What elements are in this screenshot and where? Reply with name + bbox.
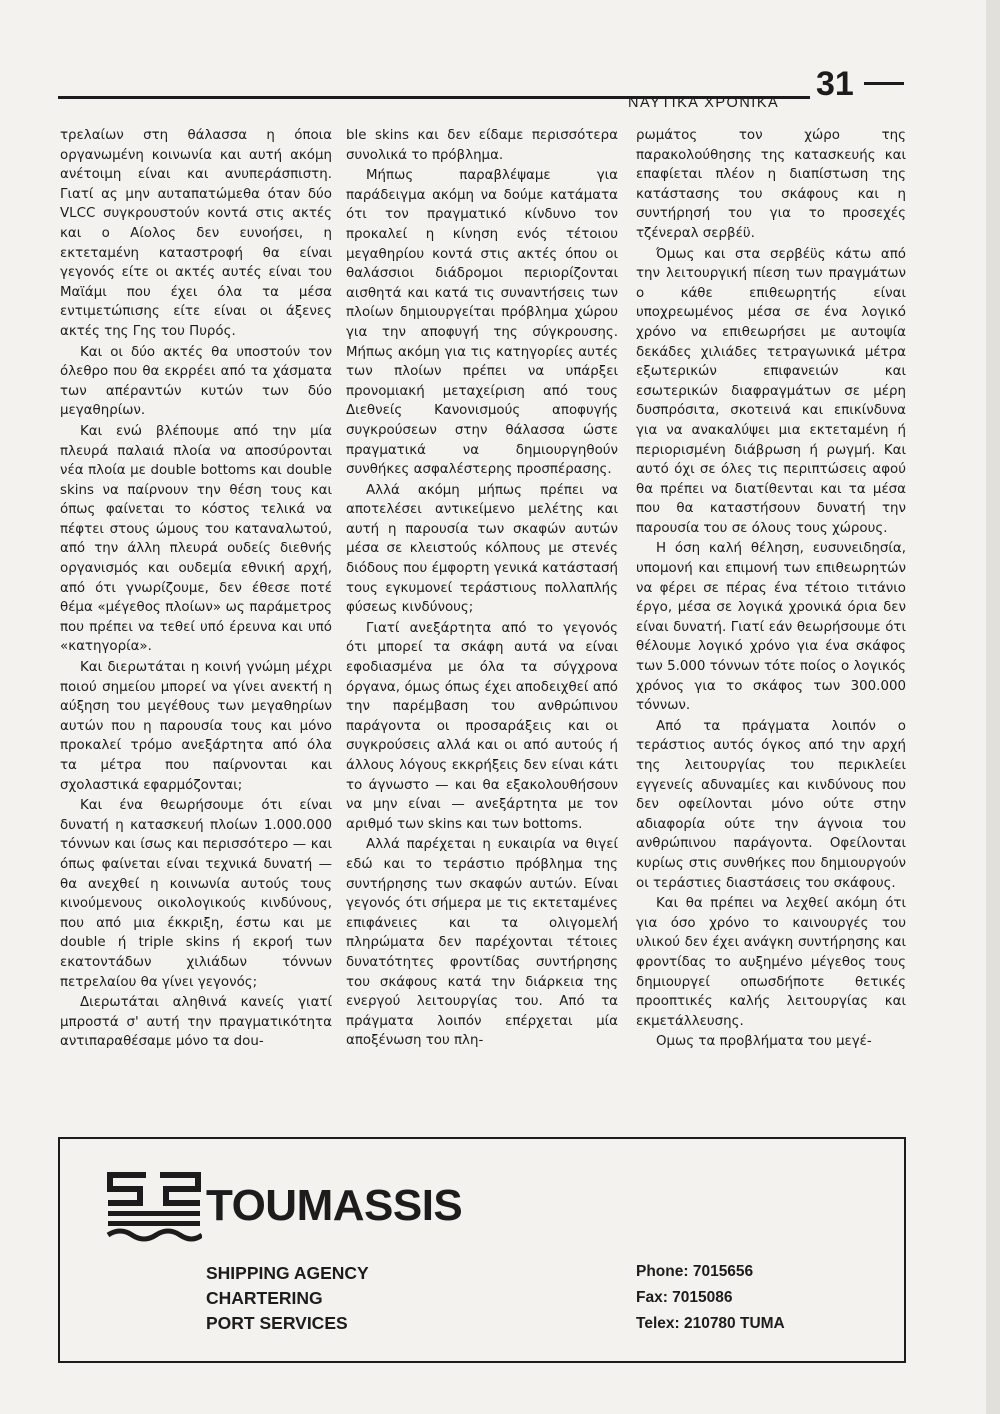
article-column-1 — [60, 126, 332, 1118]
service-item: CHARTERING — [206, 1288, 323, 1308]
service-item: PORT SERVICES — [206, 1313, 348, 1333]
header-rule-right — [864, 82, 904, 85]
paragraph: Από τα πράγματα λοιπόν ο τεράστιος αυτός όγκος από την αρχή της λειτουργίας του περικλείει εγγενείς αδυναμίες και κινδύνους που δεν οφείλονται μόνο ούτε στην αδιαφορία ούτε την άγνοια του ανθρώπινου παράγοντα. Οφείλονται κυρίως στις συνθήκες που δημιουργούν οι τεράστιες διαστάσεις του σκάφους. — [636, 718, 906, 891]
paragraph: Και οι δύο ακτές θα υποστούν τον όλεθρο που θα εκρρέει από τα χάσματα των απέραντών κυτών των δύο μεγαθηρίων. — [60, 344, 332, 419]
paragraph: Και ένα θεωρήσουμε ότι είναι δυνατή η κατασκευή πλοίων 1.000.000 τόννων και ίσως και περισσότερο — και όπως φαίνεται είναι τεχνικά δυνατή — θα ανεχθεί η κοινωνία αυτούς τους κινούμενους οικολογικούς κινδύνους, που από μια έκκριξη, έστω και με double ή triple skins ή εκροή των εκατοντάδων χιλιάδων τόννων πετρελαίου θα γίνει γεγονός; — [60, 798, 332, 990]
paragraph: Και ενώ βλέπουμε από την μία πλευρά παλαιά πλοία να αποσύρονται νέα πλοία με double bottoms και double skins να παίρνουν την θέση τους και όπως φαίνεται το κόστος τελικά να πέφτει στους ώμους του καταναλωτού, από την άλλη πλευρά ουδείς διεθνής οργανισμός και ουδεμία εθνική αρχή, από ότι γνωρίζουμε, δεν έθεσε ποτέ θέμα «μέγεθος πλοίων» ως παράμετρος που πρέπει να τεθεί υπό έρευνα και υπό «κατηγορία». — [60, 423, 332, 655]
paragraph: Και θα πρέπει να λεχθεί ακόμη ότι για όσο χρόνο το καινουργές του υλικού δεν έχει ανάγκη συντήρησης και φροντίδας το αυξημένο μέγεθος τους δημιουργεί οπωσδήποτε θετικές προοπτικές καλής λειτουργίας και εκμετάλλευσης. — [636, 896, 906, 1029]
toumassis-logo-icon — [104, 1169, 202, 1243]
page-edge — [986, 0, 1000, 1414]
phone-number: Phone: 7015656 — [636, 1263, 754, 1280]
paragraph: Διερωτάται αληθινά κανείς γιατί μπροστά σ' αυτή την πραγματικότητα αντιπαραθέσαμε μόνο τα dou- — [60, 995, 332, 1050]
paragraph: Όμως και στα σερβέϋς κάτω από την λειτουργική πίεση των πραγμάτων ο κάθε επιθεωρητής είναι υποχρεωμένος μέσα σε ένα λογικό χρόνο να επιθεωρήσει με αυτοψία δεκάδες χιλιάδες τετραγωνικά μέτρα εξωτερικών επιφανειών και εσωτερικών διαφραγμάτων σε μέρη δυσπρόσιτα, σκοτεινά και επικίνδυνα για να ανακαλύψει μια εκτεταμένη ή περιορισμένη διάβρωση ή ρωγμή. Και αυτό όχι σε όλες τις περιπτώσεις αφού θα πρέπει να διατίθενται και τα μέσα που θα καταστήσουν δυνατή την παρουσία του σε όλους τους χώρους. — [636, 246, 906, 536]
paragraph: Και διερωτάται η κοινή γνώμη μέχρι ποιού σημείου μπορεί να γίνει ανεκτή η αύξηση του μεγέθους των μεγαθηρίων αυτών που η παρουσία τους και μόνο προκαλεί τρόμο ανεξάρτητα από όλα τα μέτρα που παίρνονται και σχολαστικά εφαρμόζονται; — [60, 660, 332, 793]
paragraph: τρελαίων στη θάλασσα η όποια οργανωμένη κοινωνία και αυτή ακόμη ανέτοιμη είναι και ανυπεράσπιστη. Γιατί ας μην αυταπατώμεθα όταν δύο VLCC συγκρουστούν κοντά στις ακτές και ο Αίολος δεν ευνοήσει, η εκτεταμένη καταστροφή θα είναι γεγονός είτε οι ακτές αυτές είναι του Μαϊάμι που έχει όλα τα μέσα εντιμετώπισης είτε είναι οι άξενες ακτές της Γης του Πυρός. — [60, 128, 332, 339]
article-column-3 — [636, 126, 906, 1118]
service-item: SHIPPING AGENCY — [206, 1263, 369, 1283]
fax-number: Fax: 7015086 — [636, 1289, 733, 1306]
paragraph: Γιατί ανεξάρτητα από το γεγονός ότι μπορεί τα σκάφη αυτά να είναι εφοδιασμένα με όλα τα σύγχρονα όργανα, όμως όπως έχει αποδειχθεί από την παρέμβαση του ανθρώπινου παράγοντα οι προσαράξεις και οι συγκρούσεις αλλά και οι από αυτούς ή άλλους λόγους εκκρήξεις δεν είναι κάτι το άγνωστο — και θα εξακολουθήσουν να μην είναι — ανεξάρτητα με τον αριθμό των skins και των bottoms. — [346, 620, 618, 832]
brand-name: TOUMASSIS — [206, 1181, 463, 1230]
paragraph: Ομως τα προβλήματα του μεγέ- — [656, 1034, 872, 1050]
paragraph: Αλλά παρέχεται η ευκαιρία να θιγεί εδώ και το τεράστιο πρόβλημα της συντήρησης των σκαφών αυτών. Είναι γεγονός ότι σήμερα με τις εκτεταμένες επιφάνειες και τα ολιγομελή πληρώματα δεν παρέχονται τέτοιες δυνατότητες φροντίδας συντήρησης του σκάφους κατά την διάρκεια της ενεργού λειτουργίας του. Από τα πράγματα λοιπόν επέρχεται μία αποξένωση του πλη- — [346, 837, 618, 1049]
page-number: 31 — [816, 65, 854, 103]
toumassis-advertisement — [58, 1137, 906, 1363]
paragraph: ble skins και δεν είδαμε περισσότερα συνολικά το πρόβλημα. — [346, 128, 618, 163]
magazine-title: ΝΑΥΤΙΚΑ ΧΡΟΝΙΚΑ — [628, 95, 780, 111]
article-column-2 — [346, 126, 618, 1118]
paragraph: Η όση καλή θέληση, ευσυνειδησία, υπομονή και επιμονή των επιθεωρητών να φέρει σε πέρας ένα τέτοιο τιτάνιο έργο, μέσα σε λογικά χρονικά όρια δεν είναι δυνατή. Γιατί εάν θεωρήσουμε ότι θέλουμε λογικό χρόνο για ένα σκάφος των 5.000 τόννων τότε ποίος ο λογικός χρόνος για το σκάφος των 300.000 τόννων. — [636, 541, 906, 714]
paragraph: Μήπως παραβλέψαμε για παράδειγμα ακόμη να δούμε κατάματα ότι τον πραγματικό κίνδυνο τον προκαλεί η κίνηση ενός τέτοιου μεγαθηρίου κοντά στις ακτές όπου οι θαλάσσιοι διάδρομοι περιορίζονται αισθητά και κατά τις συναντήσεις των πλοίων δημιουργείται πρόβλημα χώρου για την αποφυγή της σύγκρουσης. Μήπως ακόμη για τις κατηγορίες αυτές των πλοίων πρέπει να υπάρξει προνομιακή μεταχείριση από τους Διεθνείς Κανονισμούς αποφυγής συγκρούσεων στην θάλασσα ώστε πραγματικά να δημιουργηθούν συνθήκες ασφαλέστερης προσπέρασης. — [346, 168, 618, 478]
paragraph: Αλλά ακόμη μήπως πρέπει να αποτελέσει αντικείμενο μελέτης και αυτή η παρουσία των σκαφών αυτών μέσα σε κλειστούς κόλπους με στενές διόδους που έμφορτη γενικά κατάστασή τους εγκυμονεί τεράστιους πολλαπλής φύσεως κινδύνους; — [346, 482, 618, 616]
services-list — [206, 1261, 369, 1336]
telex-number: Telex: 210780 TUMA — [636, 1315, 785, 1332]
paragraph: ρωμάτος τον χώρο της παρακολούθησης της κατασκευής και επαφίεται πλέον η διαπίστωση της κατάστασης του σκάφους και η συντήρησή του για το προσεχές τζένεραλ σερβέϋ. — [636, 128, 906, 241]
contact-details — [636, 1259, 785, 1337]
